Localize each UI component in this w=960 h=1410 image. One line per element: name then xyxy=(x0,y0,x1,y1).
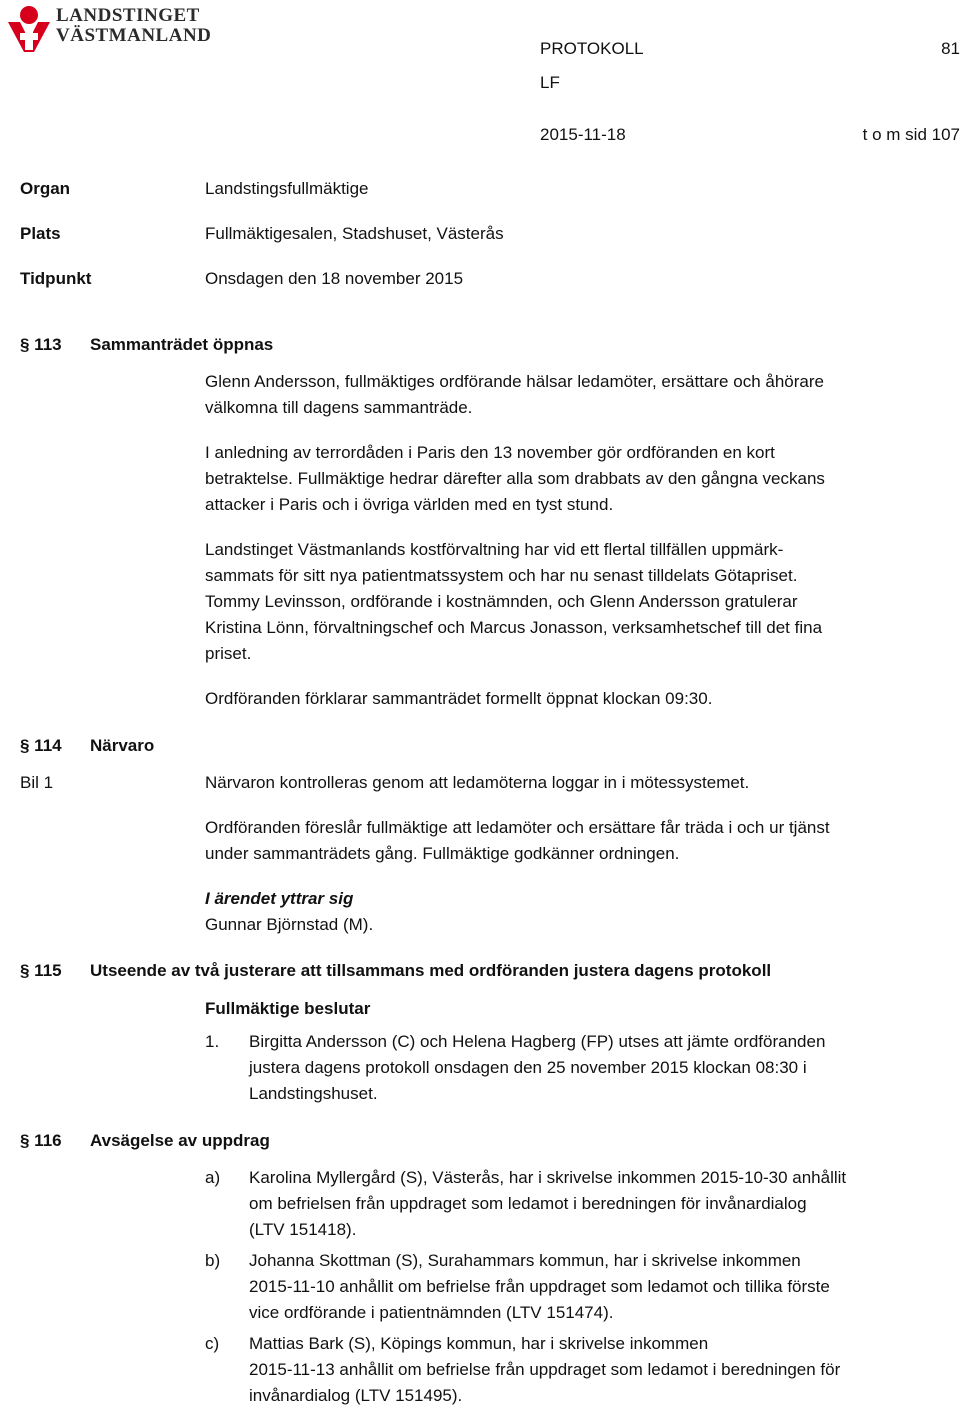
paragraph-line: I anledning av terrordåden i Paris den 13 november gör ordföranden en kort xyxy=(205,443,775,462)
paragraph-line: attacker i Paris och i övriga världen med en tyst stund. xyxy=(205,495,614,514)
section-title-116: Avsägelse av uppdrag xyxy=(90,1131,270,1150)
meta-value-plats: Fullmäktigesalen, Stadshuset, Västerås xyxy=(205,224,504,243)
doc-type: PROTOKOLL xyxy=(540,39,644,58)
list-item-line: Mattias Bark (S), Köpings kommun, har i skrivelse inkommen xyxy=(249,1334,709,1353)
meta-label-tidpunkt: Tidpunkt xyxy=(20,269,92,288)
list-item-line: (LTV 151418). xyxy=(249,1220,357,1239)
list-item-line: 2015-11-10 anhållit om befrielse från uppdraget som ledamot och tillika förste xyxy=(249,1277,830,1296)
list-item-line: justera dagens protokoll onsdagen den 25 november 2015 klockan 08:30 i xyxy=(249,1058,807,1077)
list-item-line: Karolina Myllergård (S), Västerås, har i skrivelse inkommen 2015-10-30 anhållit xyxy=(249,1168,847,1187)
list-item-line: om befrielsen från uppdraget som ledamot i beredningen för invånardialog xyxy=(249,1194,807,1213)
decision-heading: Fullmäktige beslutar xyxy=(205,999,371,1018)
list-item-line: vice ordförande i patientnämnden (LTV 151474). xyxy=(249,1303,614,1322)
list-item-line: Landstingshuset. xyxy=(249,1084,378,1103)
paragraph-line: Ordföranden förklarar sammanträdet formellt öppnat klockan 09:30. xyxy=(205,689,713,708)
page-range: t o m sid 107 xyxy=(862,125,960,144)
paragraph-line: sammats för sitt nya patientmatssystem och har nu senast tilldelats Götapriset. xyxy=(205,566,798,585)
list-marker: a) xyxy=(205,1168,221,1187)
list-item-line: Birgitta Andersson (C) och Helena Hagberg (FP) utses att jämte ordföranden xyxy=(249,1032,826,1051)
paragraph-line: välkomna till dagens sammanträde. xyxy=(205,398,473,417)
list-marker: 1. xyxy=(205,1032,220,1051)
page-number: 81 xyxy=(941,39,960,58)
logo-wordmark: LANDSTINGET VÄSTMANLAND xyxy=(56,5,212,46)
meta-value-tidpunkt: Onsdagen den 18 november 2015 xyxy=(205,269,464,288)
speaker-name: Gunnar Björnstad (M). xyxy=(205,915,374,934)
red-cross-person-icon xyxy=(6,4,54,54)
paragraph-line: under sammanträdets gång. Fullmäktige godkänner ordningen. xyxy=(205,844,680,863)
paragraph-line: Tommy Levinsson, ordförande i kostnämnden, och Glenn Andersson gratulerar xyxy=(205,592,798,611)
section-number-116: § 116 xyxy=(20,1131,62,1150)
section-title-113: Sammanträdet öppnas xyxy=(90,335,274,354)
list-item-line: Johanna Skottman (S), Surahammars kommun, har i skrivelse inkommen xyxy=(249,1251,801,1270)
section-number-114: § 114 xyxy=(20,736,62,755)
paragraph-line: Ordföranden föreslår fullmäktige att ledamöter och ersättare får träda i och ur tjänst xyxy=(205,818,830,837)
paragraph-line: Glenn Andersson, fullmäktiges ordförande hälsar ledamöter, ersättare och åhörare xyxy=(205,372,824,391)
paragraph-line: Landstinget Västmanlands kostförvaltning har vid ett flertal tillfällen uppmärk- xyxy=(205,540,784,559)
meta-value-organ: Landstingsfullmäktige xyxy=(205,179,369,198)
paragraph-line: priset. xyxy=(205,644,252,663)
list-marker: b) xyxy=(205,1251,221,1270)
paragraph-line: Kristina Lönn, förvaltningschef och Marcus Jonasson, verksamhetschef till det fina xyxy=(205,618,823,637)
paragraph-line: betraktelse. Fullmäktige hedrar därefter alla som drabbats av den gångna veckans xyxy=(205,469,825,488)
section-title-115: Utseende av två justerare att tillsammans med ordföranden justera dagens protokoll xyxy=(90,961,772,980)
list-item-line: 2015-11-13 anhållit om befrielse från uppdraget som ledamot i beredningen för xyxy=(249,1360,841,1379)
meeting-date: 2015-11-18 xyxy=(540,125,626,144)
list-item-line: invånardialog (LTV 151495). xyxy=(249,1386,463,1405)
speaker-heading: I ärendet yttrar sig xyxy=(205,889,354,908)
list-marker: c) xyxy=(205,1334,220,1353)
section-number-113: § 113 xyxy=(20,335,62,354)
section-title-114: Närvaro xyxy=(90,736,155,755)
org-abbr: LF xyxy=(540,73,560,92)
meta-label-plats: Plats xyxy=(20,224,61,243)
logo xyxy=(6,4,54,59)
section-number-115: § 115 xyxy=(20,961,62,980)
meta-label-organ: Organ xyxy=(20,179,71,198)
paragraph-line: Närvaron kontrolleras genom att ledamöterna loggar in i mötessystemet. xyxy=(205,773,750,792)
attachment-reference: Bil 1 xyxy=(20,773,54,792)
